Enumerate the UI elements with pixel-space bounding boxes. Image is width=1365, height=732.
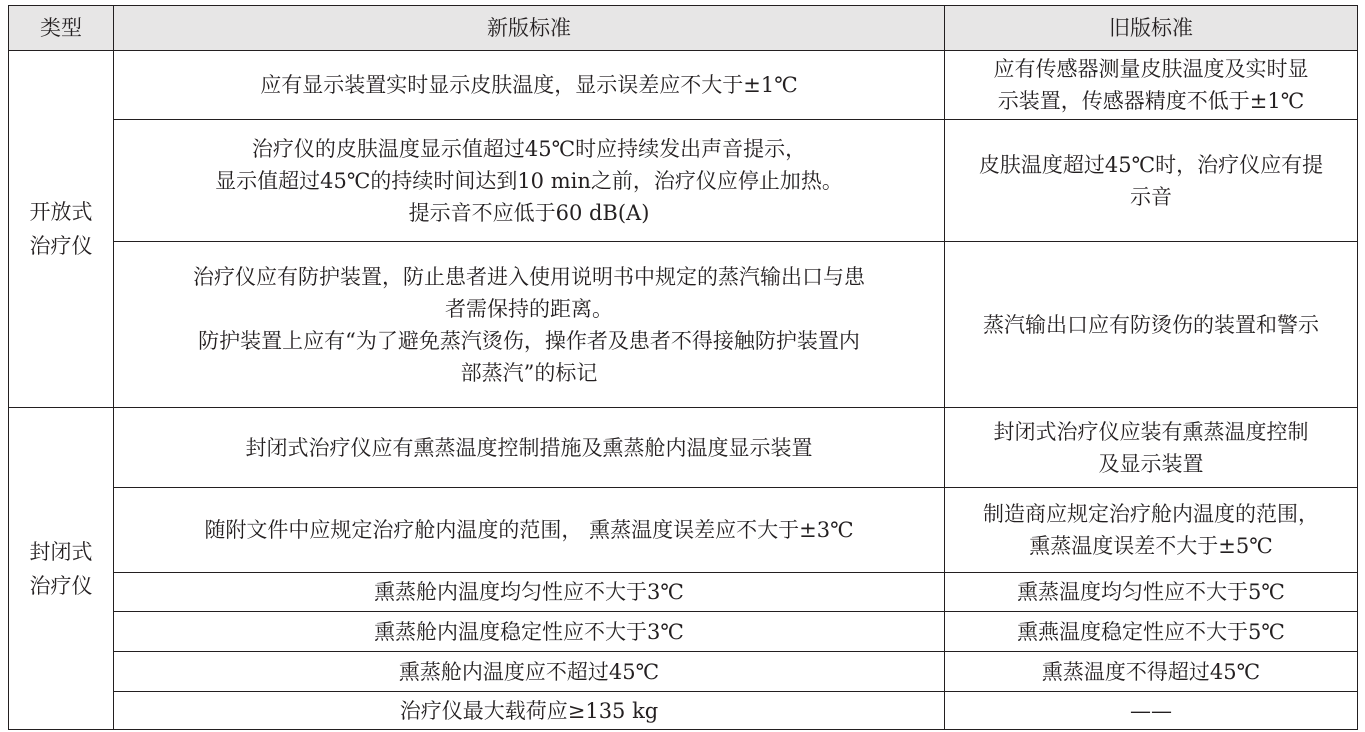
table-row <box>9 573 1358 612</box>
new-standard-cell: 熏蒸舱内温度应不超过45℃ <box>114 652 945 692</box>
table-row <box>9 51 1358 120</box>
type-cell-closed <box>9 408 114 730</box>
new-standard-cell: 封闭式治疗仪应有熏蒸温度控制措施及熏蒸舱内温度显示装置 <box>114 408 945 488</box>
header-old-standard: 旧版标准 <box>945 6 1358 51</box>
new-standard-cell: 治疗仪应有防护装置，防止患者进入使用说明书中规定的蒸汽输出口与患 者需保持的距离。 防护装置上应有“为了避免蒸汽烫伤，操作者及患者不得接触防护装置内 部蒸汽”的标记 <box>114 242 945 408</box>
old-standard-cell: 应有传感器测量皮肤温度及实时显 示装置，传感器精度不低于±1℃ <box>945 51 1358 120</box>
old-standard-cell: 制造商应规定治疗舱内温度的范围， 熏蒸温度误差不大于±5℃ <box>945 488 1358 573</box>
new-standard-cell: 熏蒸舱内温度均匀性应不大于3℃ <box>114 573 945 612</box>
new-standard-cell: 治疗仪的皮肤温度显示值超过45℃时应持续发出声音提示， 显示值超过45℃的持续时间达到10 min之前，治疗仪应停止加热。 提示音不应低于60 dB(A) <box>114 120 945 242</box>
header-type: 类型 <box>9 6 114 51</box>
table-row <box>9 692 1358 730</box>
new-standard-cell: 随附文件中应规定治疗舱内温度的范围， 熏蒸温度误差应不大于±3℃ <box>114 488 945 573</box>
old-standard-cell: 蒸汽输出口应有防烫伤的装置和警示 <box>945 242 1358 408</box>
type-label: 封闭式 治疗仪 <box>29 539 93 598</box>
table-row <box>9 652 1358 692</box>
standards-comparison-table <box>8 5 1358 730</box>
old-standard-cell: 熏燕温度稳定性应不大于5℃ <box>945 612 1358 652</box>
table-row <box>9 408 1358 488</box>
header-new-standard: 新版标准 <box>114 6 945 51</box>
old-standard-cell: 皮肤温度超过45℃时，治疗仪应有提 示音 <box>945 120 1358 242</box>
table-row <box>9 612 1358 652</box>
table-row <box>9 488 1358 573</box>
type-label: 开放式 治疗仪 <box>29 200 93 258</box>
type-cell-open <box>9 51 114 408</box>
table-row <box>9 242 1358 408</box>
new-standard-cell: 熏蒸舱内温度稳定性应不大于3℃ <box>114 612 945 652</box>
table-row <box>9 120 1358 242</box>
new-standard-cell: 治疗仪最大载荷应≥135 kg <box>114 692 945 730</box>
new-standard-cell: 应有显示装置实时显示皮肤温度，显示误差应不大于±1℃ <box>114 51 945 120</box>
old-standard-cell: 熏蒸温度均匀性应不大于5℃ <box>945 573 1358 612</box>
old-standard-cell: 封闭式治疗仪应装有熏蒸温度控制 及显示装置 <box>945 408 1358 488</box>
old-standard-cell: —— <box>945 692 1358 730</box>
header-row <box>9 6 1358 51</box>
old-standard-cell: 熏蒸温度不得超过45℃ <box>945 652 1358 692</box>
